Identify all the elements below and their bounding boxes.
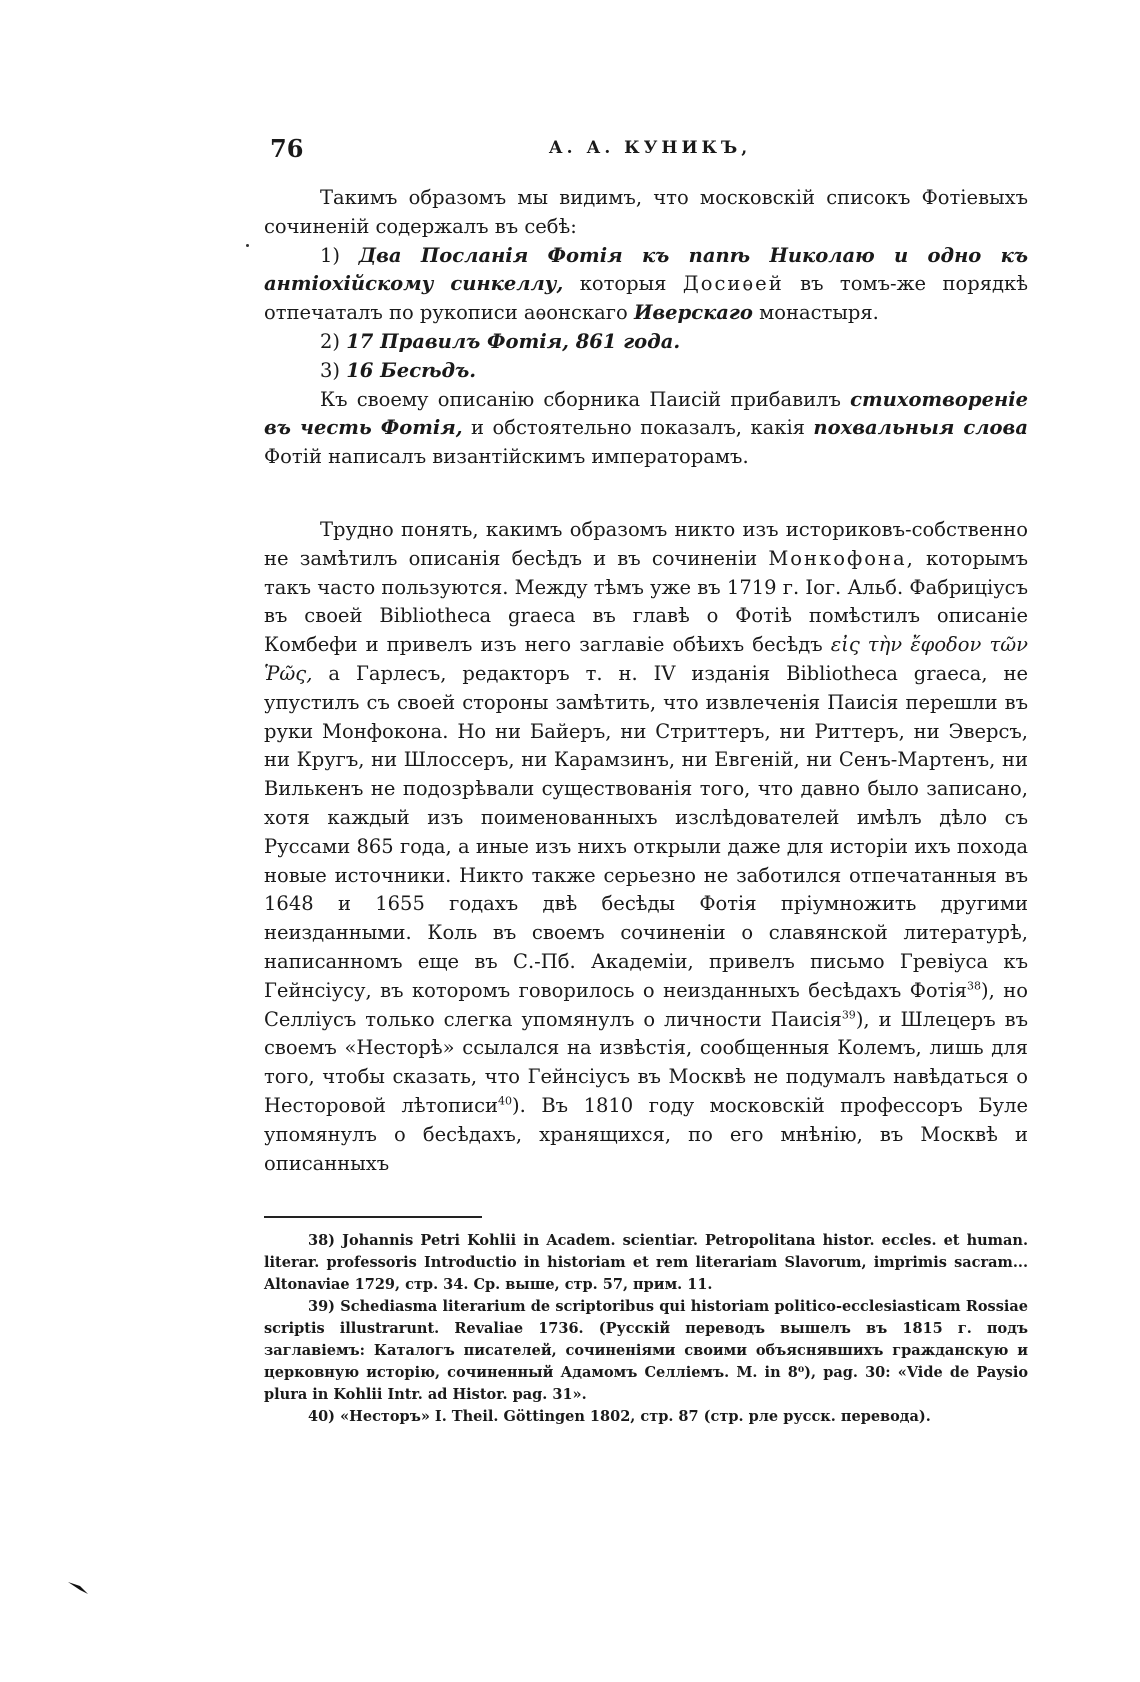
footnote-ref-39[interactable]: 39	[841, 1008, 856, 1022]
item1-end: монастыря.	[759, 301, 879, 325]
item1-title: Два Посланія Фотія къ папѣ Николаю и одно къ антіохійскому синкеллу,	[264, 243, 1028, 296]
item1-name: Досиѳей	[682, 272, 784, 296]
bullet-mark	[246, 244, 249, 247]
footnote-39: 39) Schediasma literarium de scriptoribus qui historiam politico-ecclesiasticam Rossiae scriptis illustrarunt. Revaliae 1736. (Русскій переводъ вышелъ въ 1815 г. подъ заглавіемъ: Каталогъ писателей, сочиненіями своими объяснявшихъ гражданскую и церковную исторію, сочиненный Адамомъ Селліемъ. М. in 8⁰), pag. 30: «Vide de Paysio plura in Kohlii Intr. ad Histor. pag. 31».	[264, 1298, 1028, 1403]
item2-title: 17 Правилъ Фотія, 861 года.	[346, 329, 681, 353]
para-text-b: и обстоятельно показалъ, какія	[471, 416, 805, 440]
paisius-paragraph	[264, 386, 1028, 472]
list-item-3	[264, 357, 1028, 386]
para-praise: похвальныя слова	[813, 416, 1029, 440]
list-item-2	[264, 328, 1028, 357]
text-part-3: а Гарлесъ, редакторъ т. н. IV изданія Bibliotheca graeca, не упустилъ съ своей стороны замѣтить, что извлеченія Паисія перешли въ руки Монфокона. Но ни Байеръ, ни Стриттеръ, ни Риттеръ, ни Эверсъ, ни Кругъ, ни Шлоссеръ, ни Карамзинъ, ни Евгеній, ни Сенъ-Мартенъ, ни Вилькенъ не подозрѣвали существованія того, что давно было записано, хотя каждый изъ поименованныхъ изслѣдователей имѣлъ дѣло съ Руссами 865 года, а иные изъ нихъ открыли даже для исторіи ихъ похода новые источники. Никто также серьезно не заботился отпечатанныя въ 1648 и 1655 годахъ двѣ бесѣды Фотія пріумножить другими неизданными. Коль въ своемъ сочиненіи о славянской литературѣ, написанномъ еще въ С.-Пб. Академіи, привелъ письмо Гревіуса къ Гейнсіусу, въ которомъ говорилось о неизданныхъ бесѣдахъ Фотія	[264, 661, 1028, 1002]
para-poem: стихотвореніе въ честь Фотія,	[264, 387, 1029, 440]
item3-number: 3)	[320, 358, 341, 382]
greek-title: εἰς τὴν ἔφοδον τῶν Ῥῶς,	[264, 633, 1029, 685]
item1-text: которыя	[579, 272, 667, 296]
stray-ink-mark	[66, 1578, 106, 1598]
section-one	[264, 184, 1028, 472]
footnote-divider	[264, 1216, 482, 1218]
text-part-2: которымъ такъ часто пользуются. Между тѣмъ уже въ 1719 г. Іог. Альб. Фабриціусъ въ своей Bibliotheca graeca въ главѣ о Фотіѣ помѣстилъ описаніе Комбефи и привелъ изъ него заглавіе обѣихъ бесѣдъ	[264, 546, 1029, 657]
footnote-ref-38[interactable]: 38	[967, 979, 981, 993]
footnote-38: 38) Johannis Petri Kohlii in Academ. scientiar. Petropolitana histor. eccles. et human. literar. professoris Introductio in historiam et rem literariam Slavorum, imprimis sacram... Altonaviae 1729, стр. 34. Ср. выше, стр. 57, прим. 11.	[264, 1232, 1028, 1293]
footnote-ref-40[interactable]: 40	[498, 1094, 513, 1108]
item1-text-2: въ томъ-же порядкѣ отпечаталъ по рукописи аѳонскаго	[264, 272, 1028, 325]
footnotes	[264, 1230, 1028, 1428]
item1-monastery: Иверскаго	[633, 301, 753, 325]
item3-title: 16 Бесѣдъ.	[346, 358, 477, 382]
list-item-1	[264, 242, 1028, 328]
footnote-40: 40) «Несторъ» I. Theil. Göttingen 1802, стр. 87 (стр. рле русск. перевода).	[308, 1408, 931, 1425]
para-text-a: Къ своему описанію сборника Паисій прибавилъ	[320, 387, 841, 411]
para-text-c: Фотій написалъ византійскимъ императорамъ.	[264, 445, 749, 469]
text-part-6: ). Въ 1810 году московскій профессоръ Буле упомянулъ о бесѣдахъ, хранящихся, по его мнѣнію, въ Москвѣ и описанныхъ	[264, 1093, 1028, 1175]
text-part-4: ), но Селліусъ только слегка упомянулъ о личности Паисія	[264, 978, 1028, 1031]
intro-paragraph: Такимъ образомъ мы видимъ, что московскій списокъ Фотіевыхъ сочиненій содержалъ въ себѣ:	[264, 186, 1028, 238]
item1-number: 1)	[320, 243, 341, 267]
page-header	[270, 134, 1030, 170]
section-two	[264, 516, 1028, 1178]
name-monkofon: Монкофона,	[768, 546, 915, 570]
running-title: А. А. КУНИКЪ,	[548, 138, 752, 158]
main-paragraph	[264, 516, 1028, 1178]
text-part-1: Трудно понять, какимъ образомъ никто изъ историковъ-собственно не замѣтилъ описанія бесѣдъ и въ сочиненіи	[264, 518, 1028, 570]
text-part-5: ), и Шлецеръ въ своемъ «Несторѣ» ссылался на извѣстія, сообщенныя Колемъ, лишь для того, чтобы сказать, что Гейнсіусъ въ Москвѣ не подумалъ навѣдаться о Несторовой лѣтописи	[264, 1007, 1028, 1117]
item2-number: 2)	[320, 329, 341, 353]
page-number: 76	[270, 134, 304, 163]
